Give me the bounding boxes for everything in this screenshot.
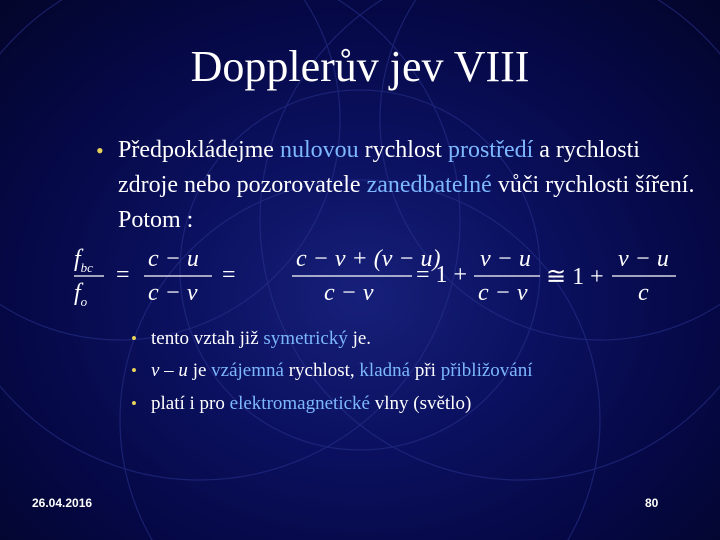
- sub-bullet-2: [131, 358, 691, 384]
- bullet-dot-icon: •: [131, 329, 137, 348]
- lhs-numerator: [74, 246, 93, 276]
- text-part: platí i pro: [151, 393, 230, 414]
- highlight-zanedbatelne: zanedbatelné: [366, 172, 492, 198]
- frac4-denominator: c: [638, 280, 649, 306]
- text-part: rychlost: [358, 137, 448, 163]
- highlight-nulovou: nulovou: [279, 137, 359, 163]
- highlight-vzajemna: vzájemná: [211, 360, 284, 381]
- eq-approx-one-plus: ≅ 1 +: [546, 264, 604, 290]
- highlight-elektromagneticke: elektromagnetické: [229, 393, 370, 414]
- eq-f: f: [74, 246, 81, 272]
- text-part: vůči rychlosti šíření. Potom :: [118, 172, 695, 233]
- main-bullet-text: [118, 133, 696, 238]
- sub-bullet-3: [131, 391, 691, 417]
- frac3-numerator: v − u: [480, 246, 531, 272]
- eq-sub: bc: [80, 259, 93, 275]
- eq-equals: =: [222, 262, 236, 288]
- text-part: rychlost,: [283, 360, 360, 381]
- text-part: při: [410, 360, 441, 381]
- bullet-dot-icon: •: [131, 361, 137, 380]
- frac2-numerator: c − v + (v − u): [296, 246, 441, 272]
- text-part: je: [187, 360, 212, 381]
- frac4-numerator: v − u: [618, 246, 669, 272]
- text-part: a rychlosti zdroje nebo pozorovatele: [118, 137, 640, 198]
- highlight-symetricky: symetrický: [263, 328, 348, 349]
- sub-bullet-text: [151, 391, 691, 417]
- lhs-denominator: [74, 280, 87, 310]
- footer-date: 26.04.2016: [32, 496, 93, 510]
- frac1-numerator: c − u: [148, 246, 199, 272]
- text-part: Předpokládejme: [118, 137, 280, 163]
- sub-bullet-text: [151, 326, 691, 352]
- text-part: vlny (světlo): [369, 393, 472, 414]
- sub-bullet-text: [151, 358, 691, 384]
- eq-equals: =: [116, 262, 130, 288]
- main-bullet: [96, 133, 696, 238]
- frac3-denominator: c − v: [478, 280, 528, 306]
- doppler-equation: [72, 246, 692, 316]
- highlight-priblizovani: přibližování: [440, 360, 533, 381]
- highlight-kladna: kladná: [359, 360, 411, 381]
- text-part: tento vztah již: [151, 328, 264, 349]
- eq-f: f: [74, 280, 81, 306]
- sub-bullet-1: [131, 326, 691, 352]
- text-part: je.: [347, 328, 372, 349]
- bullet-dot-icon: •: [131, 394, 137, 413]
- footer-page-number: 80: [645, 496, 659, 510]
- frac2-denominator: c − v: [324, 280, 374, 306]
- slide-title: Dopplerův jev VIII: [190, 42, 530, 91]
- frac1-denominator: c − v: [148, 280, 198, 306]
- eq-one-plus: = 1 +: [416, 262, 468, 288]
- text-variable: v – u: [151, 360, 188, 381]
- bullet-dot-icon: •: [96, 138, 104, 163]
- eq-sub: o: [80, 293, 88, 309]
- highlight-prostredi: prostředí: [447, 137, 534, 163]
